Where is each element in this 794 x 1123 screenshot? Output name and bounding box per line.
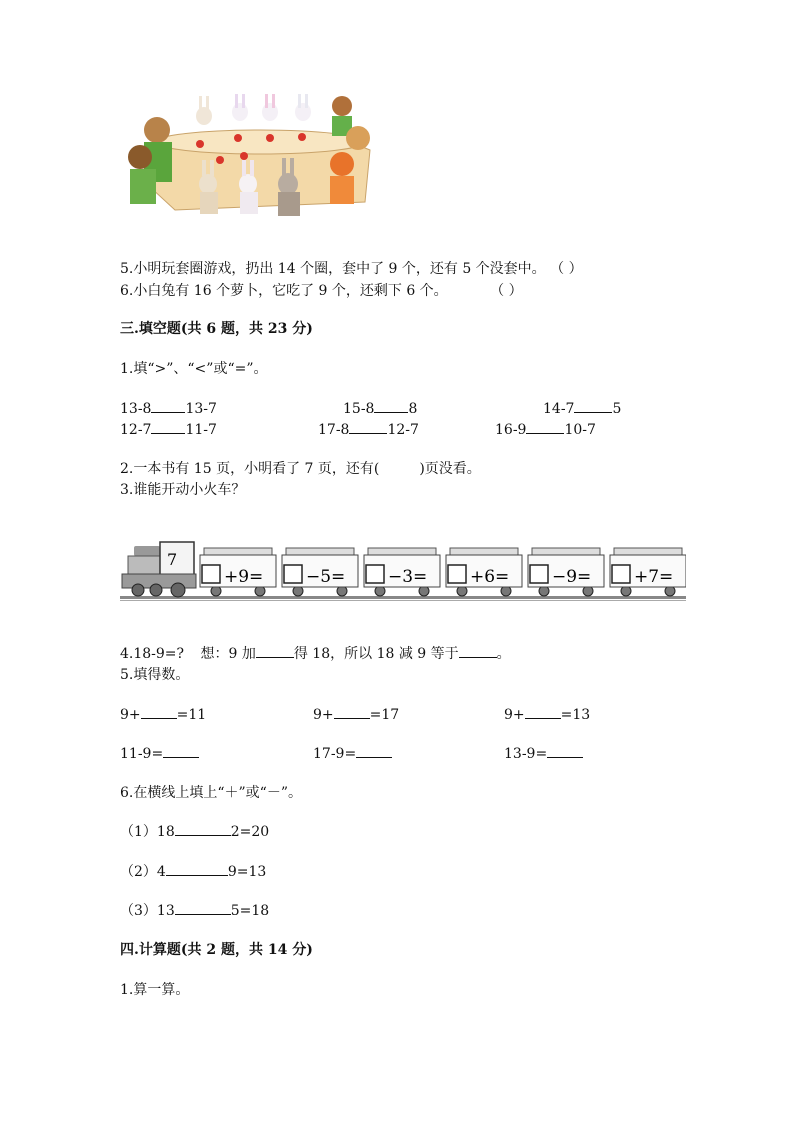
operator-item [120,863,266,881]
section-3-heading: 三.填空题(共 6 题，共 23 分) [120,321,313,337]
compare-item [343,400,417,418]
compare-left: 16-9 [495,422,527,438]
train-car-answer-box[interactable] [448,565,466,583]
sum-item [120,706,206,724]
diff-blank[interactable] [356,745,392,758]
diff-blank[interactable] [547,745,583,758]
train-car-answer-box[interactable] [284,565,302,583]
q6-answer-paren[interactable]: （ ） [490,283,523,299]
engine-number: 7 [167,550,178,569]
diff-item [313,745,392,763]
section-4-heading: 四.计算题(共 2 题，共 14 分) [120,942,313,958]
true-false-q6 [120,282,523,300]
diff-expr: 17-9= [313,746,357,762]
calc1-prompt: 1.算一算。 [120,982,190,998]
fill5-prompt: 5.填得数。 [120,667,190,683]
sum-right: =17 [369,707,400,723]
diff-expr: 11-9= [120,746,164,762]
operator-blank[interactable] [166,863,228,876]
diff-blank[interactable] [163,745,199,758]
train-car-expression: +7= [634,567,674,587]
compare-right: 12-7 [387,422,419,438]
q5-text: 5.小明玩套圈游戏，扔出 14 个圈，套中了 9 个，还有 5 个没套中。 [120,261,546,277]
fill4-question: 4.18-9=? [120,646,185,662]
compare-blank[interactable] [151,421,185,434]
compare-left: 17-8 [318,422,350,438]
compare-item [120,400,217,418]
q6-text: 6.小白兔有 16 个萝卜，它吃了 9 个，还剩下 6 个。 [120,283,448,299]
operator-item [120,823,269,841]
train-car-expression: −5= [306,567,346,587]
train-car-expression: −3= [388,567,428,587]
compare-blank[interactable] [151,400,185,413]
compare-right: 11-7 [185,422,217,438]
fill4-blank-2[interactable] [459,645,497,658]
compare-blank[interactable] [349,421,387,434]
train-car-answer-box[interactable] [366,565,384,583]
train-car [528,548,604,596]
train-car-expression: +6= [470,567,510,587]
operator-item [120,902,269,920]
operator-blank[interactable] [175,902,231,915]
operator-blank[interactable] [175,823,231,836]
sum-left: 9+ [504,707,525,723]
operator-item-label: （2）4 [120,864,166,880]
diff-item [120,745,199,763]
fill1-prompt: 1.填“>”、“<”或“=”。 [120,361,268,377]
compare-left: 13-8 [120,401,152,417]
compare-right: 10-7 [564,422,596,438]
compare-right: 5 [612,401,622,417]
operator-item-label: （3）13 [120,903,175,919]
compare-item [495,421,596,439]
sum-blank[interactable] [141,706,177,719]
compare-item [543,400,621,418]
compare-blank[interactable] [526,421,564,434]
train-car [282,548,358,596]
compare-left: 14-7 [543,401,575,417]
sum-item [504,706,590,724]
train-car [446,548,522,596]
true-false-q5 [120,260,583,278]
compare-item [120,421,217,439]
fill2 [120,460,481,478]
train-car-expression: −9= [552,567,592,587]
fill2-text-post: )页没看。 [419,461,481,477]
q5-answer-paren[interactable]: （ ） [550,261,583,277]
sum-left: 9+ [313,707,334,723]
compare-left: 15-8 [343,401,375,417]
fill4-text-b: 想：9 加 [200,646,256,662]
fill6-prompt: 6.在横线上填上“＋”或“－”。 [120,785,302,801]
train-illustration [120,532,686,604]
fill4-blank-1[interactable] [256,645,294,658]
sum-blank[interactable] [525,706,561,719]
train-car-expression: +9= [224,567,264,587]
sum-right: =11 [176,707,207,723]
sum-blank[interactable] [334,706,370,719]
operator-item-rest: 5=18 [230,903,270,919]
train-car-answer-box[interactable] [202,565,220,583]
train-car-answer-box[interactable] [530,565,548,583]
compare-left: 12-7 [120,422,152,438]
compare-right: 8 [408,401,418,417]
sum-right: =13 [560,707,591,723]
train-car [200,548,276,596]
operator-item-rest: 9=13 [227,864,267,880]
diff-item [504,745,583,763]
compare-right: 13-7 [185,401,217,417]
train-car [610,548,686,596]
animals-picnic-illustration [120,92,385,220]
train-car [364,548,440,596]
fill2-text-pre: 2.一本书有 15 页，小明看了 7 页，还有( [120,461,380,477]
sum-left: 9+ [120,707,141,723]
fill4-text-d: 。 [496,646,511,662]
sum-item [313,706,399,724]
diff-expr: 13-9= [504,746,548,762]
operator-item-label: （1）18 [120,824,175,840]
fill4-text-c: 得 18，所以 18 减 9 等于 [293,646,459,662]
compare-blank[interactable] [374,400,408,413]
fill3-prompt: 3.谁能开动小火车？ [120,482,246,498]
compare-blank[interactable] [574,400,612,413]
compare-item [318,421,419,439]
train-car-answer-box[interactable] [612,565,630,583]
fill4 [120,645,511,663]
operator-item-rest: 2=20 [230,824,270,840]
